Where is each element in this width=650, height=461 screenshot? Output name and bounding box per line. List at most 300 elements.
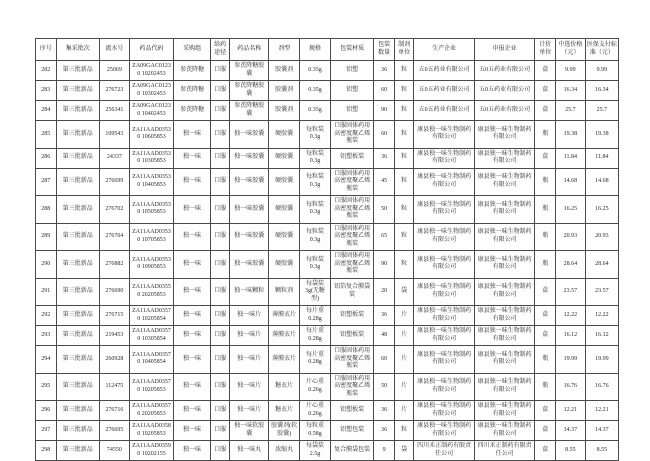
column-header: 医保支付标准（元） bbox=[585, 39, 618, 61]
table-cell: 口服 bbox=[210, 278, 229, 306]
table-cell: 口服 bbox=[210, 196, 229, 224]
table-cell: 276716 bbox=[100, 401, 130, 421]
table-cell: 独一味片 bbox=[230, 306, 269, 326]
table-cell: 14.68 bbox=[585, 168, 618, 196]
table-cell: 276702 bbox=[100, 196, 130, 224]
table-cell: 口服 bbox=[210, 148, 229, 168]
table-cell: 盒 bbox=[535, 101, 556, 121]
table-cell: 0.35g bbox=[300, 81, 331, 101]
table-cell: 独一味 bbox=[174, 401, 211, 421]
table-cell: 硬胶囊 bbox=[269, 168, 300, 196]
table-cell: 口服 bbox=[210, 168, 229, 196]
table-cell: 112475 bbox=[100, 373, 130, 401]
table-cell: 康县独一味生物制药有限公司 bbox=[414, 306, 475, 326]
table-cell: 瓶 bbox=[535, 196, 556, 224]
table-cell: 独一味 bbox=[174, 346, 211, 374]
table-cell: 20.93 bbox=[585, 223, 618, 251]
table-cell: 糖衣片 bbox=[269, 373, 300, 401]
table-cell: 五0五药业有限公司 bbox=[414, 81, 475, 101]
table-cell: 胶囊剂 bbox=[269, 61, 300, 81]
table-cell: 口服 bbox=[210, 101, 229, 121]
table-cell: 每粒装0.3g bbox=[300, 121, 331, 149]
table-cell: 284 bbox=[36, 101, 57, 121]
table-cell: 每粒装0.3g bbox=[300, 251, 331, 279]
table-row bbox=[36, 251, 619, 279]
table-cell: 第三批新品 bbox=[56, 81, 99, 101]
table-cell: 20.93 bbox=[556, 223, 586, 251]
table-cell: 片 bbox=[394, 346, 413, 374]
table-cell: 片 bbox=[394, 401, 413, 421]
table-cell: 康县独一味生物制药有限公司 bbox=[474, 196, 535, 224]
table-cell: 16.76 bbox=[585, 373, 618, 401]
table-cell: 胶囊剂 bbox=[269, 81, 300, 101]
table-cell: 219453 bbox=[100, 326, 130, 346]
table-cell: 康县独一味生物制药有限公司 bbox=[414, 121, 475, 149]
table-cell: 295 bbox=[36, 373, 57, 401]
table-cell: 289 bbox=[36, 223, 57, 251]
table-cell: ZA11AAD03570 10205854 bbox=[129, 306, 174, 326]
table-cell: 康县独一味生物制药有限公司 bbox=[474, 346, 535, 374]
table-cell: 74550 bbox=[100, 441, 130, 461]
table-cell: 24337 bbox=[100, 148, 130, 168]
table-cell: 硬胶囊 bbox=[269, 251, 300, 279]
table-cell: 粒 bbox=[394, 196, 413, 224]
table-cell: 铝塑包装 bbox=[330, 421, 373, 441]
table-row bbox=[36, 196, 619, 224]
table-cell: 283 bbox=[36, 81, 57, 101]
table-cell: 16.25 bbox=[556, 196, 586, 224]
table-cell: 独一味胶囊 bbox=[230, 168, 269, 196]
table-cell: ZA11AAD03590 10202155 bbox=[129, 441, 174, 461]
table-cell: ZA11AAD03580 10205853 bbox=[129, 421, 174, 441]
table-cell: 14.37 bbox=[585, 421, 618, 441]
table-cell: 第三批新品 bbox=[56, 326, 99, 346]
column-header: 序号 bbox=[36, 39, 57, 61]
table-cell: 盒 bbox=[535, 278, 556, 306]
table-cell: 每粒装0.3g bbox=[300, 148, 331, 168]
table-cell: 片 bbox=[394, 326, 413, 346]
table-cell: 片 bbox=[394, 373, 413, 401]
table-cell: 口服 bbox=[210, 326, 229, 346]
column-header: 中选价格（元） bbox=[556, 39, 586, 61]
table-row bbox=[36, 421, 619, 441]
table-cell: 第三批新品 bbox=[56, 306, 99, 326]
table-cell: 康县独一味生物制药有限公司 bbox=[474, 306, 535, 326]
table-cell: 独一味片 bbox=[230, 401, 269, 421]
table-cell: 276882 bbox=[100, 251, 130, 279]
table-cell: 硬胶囊 bbox=[269, 196, 300, 224]
table-cell: ZA11AAD03530 10305853 bbox=[129, 148, 174, 168]
table-cell: 粒 bbox=[394, 81, 413, 101]
table-cell: 参芪降糖 bbox=[174, 101, 211, 121]
table-cell: 23.57 bbox=[556, 278, 586, 306]
table-row bbox=[36, 306, 619, 326]
table-cell: 口服 bbox=[210, 223, 229, 251]
table-cell: 28.64 bbox=[556, 251, 586, 279]
table-cell: ZA11AAD03570 10205853 bbox=[129, 373, 174, 401]
table-cell: 硬胶囊 bbox=[269, 223, 300, 251]
table-cell: 298 bbox=[36, 441, 57, 461]
table-cell: 第三批新品 bbox=[56, 101, 99, 121]
table-cell: 第三批新品 bbox=[56, 148, 99, 168]
table-cell: 每片重0.28g bbox=[300, 326, 331, 346]
table-cell: 盒 bbox=[535, 326, 556, 346]
table-cell: 286 bbox=[36, 148, 57, 168]
table-cell: 独一味 bbox=[174, 121, 211, 149]
table-cell: 285 bbox=[36, 121, 57, 149]
table-cell: 铝塑 bbox=[330, 81, 373, 101]
table-cell: 康县独一味生物制药有限公司 bbox=[474, 326, 535, 346]
table-cell: 276704 bbox=[100, 223, 130, 251]
table-cell: ZA11AAD03530 10705853 bbox=[129, 223, 174, 251]
column-header: 药品名称 bbox=[230, 39, 269, 61]
table-cell: 第三批新品 bbox=[56, 401, 99, 421]
table-cell: 292 bbox=[36, 306, 57, 326]
table-row bbox=[36, 121, 619, 149]
table-cell: 第三批新品 bbox=[56, 61, 99, 81]
table-cell: 65 bbox=[374, 223, 395, 251]
table-cell: 五0五药业有限公司 bbox=[474, 81, 535, 101]
table-cell: 口服固体药用高密度聚乙烯瓶装 bbox=[330, 373, 373, 401]
column-header: 包装数量 bbox=[374, 39, 395, 61]
table-cell: 第三批新品 bbox=[56, 168, 99, 196]
table-cell: 290 bbox=[36, 251, 57, 279]
table-cell: 独一味胶囊 bbox=[230, 223, 269, 251]
table-cell: 12.21 bbox=[556, 401, 586, 421]
table-cell: 康县独一味生物制药有限公司 bbox=[414, 278, 475, 306]
table-cell: 口服 bbox=[210, 441, 229, 461]
table-cell: 第三批新品 bbox=[56, 223, 99, 251]
table-cell: 第三批新品 bbox=[56, 421, 99, 441]
table-cell: 康县独一味生物制药有限公司 bbox=[414, 346, 475, 374]
table-cell: 康县独一味生物制药有限公司 bbox=[414, 326, 475, 346]
table-cell: 独一味 bbox=[174, 278, 211, 306]
table-cell: 25.7 bbox=[585, 101, 618, 121]
table-cell: 独一味 bbox=[174, 421, 211, 441]
table-cell: 独一味 bbox=[174, 148, 211, 168]
table-cell: 296 bbox=[36, 401, 57, 421]
table-cell: 康县独一味生物制药有限公司 bbox=[414, 421, 475, 441]
table-cell: 48 bbox=[374, 326, 395, 346]
table-cell: 口服固体药用高密度聚乙烯瓶装 bbox=[330, 346, 373, 374]
table-cell: 12.22 bbox=[556, 306, 586, 326]
table-row bbox=[36, 373, 619, 401]
table-cell: 287 bbox=[36, 168, 57, 196]
table-cell: 11.84 bbox=[585, 148, 618, 168]
table-cell: 独一味 bbox=[174, 326, 211, 346]
table-cell: 口服固体药用高密度聚乙烯瓶装 bbox=[330, 223, 373, 251]
table-cell: 薄膜衣片 bbox=[269, 346, 300, 374]
table-cell: 硬胶囊 bbox=[269, 121, 300, 149]
header-row bbox=[36, 39, 619, 61]
table-cell: 276723 bbox=[100, 81, 130, 101]
table-cell: 第三批新品 bbox=[56, 441, 99, 461]
table-cell: 康县独一味生物制药有限公司 bbox=[474, 251, 535, 279]
table-cell: 8.55 bbox=[585, 441, 618, 461]
table-cell: 独一味 bbox=[174, 441, 211, 461]
column-header: 包装材质 bbox=[330, 39, 373, 61]
table-cell: 口服固体药用高密度聚乙烯瓶装 bbox=[330, 121, 373, 149]
column-header: 采购组 bbox=[174, 39, 211, 61]
column-header: 剂型 bbox=[269, 39, 300, 61]
table-cell: 独一味 bbox=[174, 168, 211, 196]
table-cell: 盒 bbox=[535, 401, 556, 421]
table-cell: 粒 bbox=[394, 121, 413, 149]
table-cell: ZA11AAD03570 20205853 bbox=[129, 401, 174, 421]
table-cell: 浓缩丸 bbox=[269, 441, 300, 461]
table-cell: 铝箔复合膜袋装 bbox=[330, 278, 373, 306]
table-cell: 294 bbox=[36, 346, 57, 374]
table-cell: 康县独一味生物制药有限公司 bbox=[414, 148, 475, 168]
table-cell: ZA11AAD03570 10305854 bbox=[129, 326, 174, 346]
table-cell: 口服 bbox=[210, 421, 229, 441]
table-cell: 袋 bbox=[394, 441, 413, 461]
table-cell: 独一味片 bbox=[230, 373, 269, 401]
table-cell: 参芪降糖胶囊 bbox=[230, 81, 269, 101]
table-cell: 16.34 bbox=[556, 81, 586, 101]
table-cell: 颗粒剂 bbox=[269, 278, 300, 306]
table-cell: 14.37 bbox=[556, 421, 586, 441]
table-cell: ZA09GAC01230 10402453 bbox=[129, 101, 174, 121]
table-cell: 36 bbox=[374, 61, 395, 81]
table-cell: 四川禾正制药有限责任公司 bbox=[474, 441, 535, 461]
table-cell: 25069 bbox=[100, 61, 130, 81]
table-cell: 康县独一味生物制药有限公司 bbox=[474, 401, 535, 421]
table-cell: 铝塑 bbox=[330, 101, 373, 121]
table-cell: 独一味片 bbox=[230, 326, 269, 346]
column-header: 流水号 bbox=[100, 39, 130, 61]
table-cell: 第三批新品 bbox=[56, 196, 99, 224]
table-cell: 糖衣片 bbox=[269, 401, 300, 421]
table-cell: ZA09GAC01230 10302453 bbox=[129, 81, 174, 101]
table-cell: 五0五药业有限公司 bbox=[474, 61, 535, 81]
table-cell: ZA11AAD03530 10905853 bbox=[129, 251, 174, 279]
table-cell: 第三批新品 bbox=[56, 373, 99, 401]
table-cell: 每粒重0.58g bbox=[300, 421, 331, 441]
table-cell: 康县独一味生物制药有限公司 bbox=[474, 421, 535, 441]
table-cell: 291 bbox=[36, 278, 57, 306]
table-cell: 28.64 bbox=[585, 251, 618, 279]
table-row bbox=[36, 326, 619, 346]
table-cell: 260928 bbox=[100, 346, 130, 374]
table-cell: 独一味丸 bbox=[230, 441, 269, 461]
table-cell: 109543 bbox=[100, 121, 130, 149]
table-cell: 独一味胶囊 bbox=[230, 148, 269, 168]
table-cell: 9.99 bbox=[585, 61, 618, 81]
table-cell: 276695 bbox=[100, 421, 130, 441]
table-cell: 36 bbox=[374, 306, 395, 326]
table-cell: 90 bbox=[374, 101, 395, 121]
table-cell: 瓶 bbox=[535, 373, 556, 401]
table-cell: 297 bbox=[36, 421, 57, 441]
table-cell: 粒 bbox=[394, 168, 413, 196]
table-row bbox=[36, 346, 619, 374]
table-cell: 19.38 bbox=[556, 121, 586, 149]
table-cell: 36 bbox=[374, 401, 395, 421]
table-cell: 256341 bbox=[100, 101, 130, 121]
table-cell: 康县独一味生物制药有限公司 bbox=[474, 373, 535, 401]
column-header: 规格 bbox=[300, 39, 331, 61]
table-cell: 铝塑板装 bbox=[330, 306, 373, 326]
table-cell: 16.12 bbox=[556, 326, 586, 346]
table-cell: 独一味胶囊 bbox=[230, 196, 269, 224]
table-cell: 23.57 bbox=[585, 278, 618, 306]
table-cell: 胶囊剂(软胶囊) bbox=[269, 421, 300, 441]
table-cell: 薄膜衣片 bbox=[269, 326, 300, 346]
table-cell: 参芪降糖胶囊 bbox=[230, 61, 269, 81]
table-cell: 口服 bbox=[210, 401, 229, 421]
table-cell: 288 bbox=[36, 196, 57, 224]
table-cell: 276715 bbox=[100, 306, 130, 326]
table-cell: 粒 bbox=[394, 61, 413, 81]
table-cell: 每片重0.28g bbox=[300, 306, 331, 326]
table-cell: 独一味 bbox=[174, 223, 211, 251]
table-cell: 口服 bbox=[210, 251, 229, 279]
table-cell: 瓶 bbox=[535, 168, 556, 196]
table-cell: 康县独一味生物制药有限公司 bbox=[414, 401, 475, 421]
table-cell: 独一味胶囊 bbox=[230, 251, 269, 279]
table-cell: 粒 bbox=[394, 101, 413, 121]
table-cell: 16.76 bbox=[556, 373, 586, 401]
table-cell: 片 bbox=[394, 306, 413, 326]
table-cell: 19.99 bbox=[585, 346, 618, 374]
table-cell: 口服 bbox=[210, 121, 229, 149]
table-cell: 康县独一味生物制药有限公司 bbox=[414, 168, 475, 196]
table-cell: 盒 bbox=[535, 306, 556, 326]
table-cell: 口服固体药用高密度聚乙烯瓶装 bbox=[330, 168, 373, 196]
table-cell: 独一味软胶囊 bbox=[230, 421, 269, 441]
table-cell: 每粒装0.3g bbox=[300, 223, 331, 251]
table-cell: 盒 bbox=[535, 441, 556, 461]
table-cell: ZA09GAC01230 10202453 bbox=[129, 61, 174, 81]
table-cell: 独一味 bbox=[174, 196, 211, 224]
table-cell: 每粒装0.3g bbox=[300, 196, 331, 224]
table-cell: 50 bbox=[374, 196, 395, 224]
table-cell: 袋 bbox=[394, 278, 413, 306]
table-cell: 独一味片 bbox=[230, 346, 269, 374]
table-cell: 9.99 bbox=[556, 61, 586, 81]
table-cell: 0.35g bbox=[300, 61, 331, 81]
table-cell: 盒 bbox=[535, 421, 556, 441]
table-header bbox=[36, 39, 619, 61]
column-header: 集采批次 bbox=[56, 39, 99, 61]
table-cell: 铝塑板装 bbox=[330, 326, 373, 346]
table-cell: ZA11AAD03530 10605853 bbox=[129, 121, 174, 149]
table-cell: 五0五药业有限公司 bbox=[474, 101, 535, 121]
table-cell: 45 bbox=[374, 168, 395, 196]
table-cell: 每袋装2.5g bbox=[300, 441, 331, 461]
table-cell: ZA11AAD03530 10505853 bbox=[129, 196, 174, 224]
table-cell: 复合膜袋包装 bbox=[330, 441, 373, 461]
table-body bbox=[36, 61, 619, 461]
table-cell: ZA11AAD03550 20205853 bbox=[129, 278, 174, 306]
table-cell: 14.68 bbox=[556, 168, 586, 196]
table-cell: 第三批新品 bbox=[56, 121, 99, 149]
table-cell: 康县独一味生物制药有限公司 bbox=[474, 278, 535, 306]
table-cell: 铝塑板装 bbox=[330, 401, 373, 421]
table-cell: 276699 bbox=[100, 168, 130, 196]
column-header: 给药途径 bbox=[210, 39, 229, 61]
table-cell: 参芪降糖 bbox=[174, 81, 211, 101]
table-cell: 片心重0.26g bbox=[300, 401, 331, 421]
table-cell: 独一味 bbox=[174, 251, 211, 279]
table-row bbox=[36, 223, 619, 251]
table-cell: 60 bbox=[374, 81, 395, 101]
table-cell: 胶囊剂 bbox=[269, 101, 300, 121]
table-cell: 参芪降糖 bbox=[174, 61, 211, 81]
table-cell: 每袋装3g(无糖型) bbox=[300, 278, 331, 306]
table-cell: 康县独一味生物制药有限公司 bbox=[414, 373, 475, 401]
table-cell: 铝塑板装 bbox=[330, 148, 373, 168]
table-cell: ZA11AAD03530 10405853 bbox=[129, 168, 174, 196]
table-cell: 康县独一味生物制药有限公司 bbox=[474, 148, 535, 168]
column-header: 申报企业 bbox=[474, 39, 535, 61]
table-row bbox=[36, 101, 619, 121]
column-header: 制剂单位 bbox=[394, 39, 413, 61]
table-cell: 276690 bbox=[100, 278, 130, 306]
table-cell: 片心重0.26g bbox=[300, 373, 331, 401]
table-cell: 20 bbox=[374, 278, 395, 306]
table-cell: 口服 bbox=[210, 61, 229, 81]
table-cell: 独一味颗粒 bbox=[230, 278, 269, 306]
table-cell: 盒 bbox=[535, 148, 556, 168]
table-cell: 293 bbox=[36, 326, 57, 346]
table-row bbox=[36, 441, 619, 461]
table-cell: 0.35g bbox=[300, 101, 331, 121]
table-cell: 五0五药业有限公司 bbox=[414, 101, 475, 121]
table-cell: 口服 bbox=[210, 346, 229, 374]
table-cell: 25.7 bbox=[556, 101, 586, 121]
table-cell: 康县独一味生物制药有限公司 bbox=[414, 251, 475, 279]
table-cell: 粒 bbox=[394, 251, 413, 279]
table-cell: 16.12 bbox=[585, 326, 618, 346]
table-cell: 9 bbox=[374, 441, 395, 461]
table-cell: 薄膜衣片 bbox=[269, 306, 300, 326]
column-header: 药品代码 bbox=[129, 39, 174, 61]
table-cell: 60 bbox=[374, 121, 395, 149]
table-cell: 第三批新品 bbox=[56, 346, 99, 374]
table-row bbox=[36, 168, 619, 196]
table-row bbox=[36, 81, 619, 101]
table-cell: 康县独一味生物制药有限公司 bbox=[474, 121, 535, 149]
table-cell: ZA11AAD03570 10405854 bbox=[129, 346, 174, 374]
table-cell: 五0五药业有限公司 bbox=[414, 61, 475, 81]
table-cell: 瓶 bbox=[535, 121, 556, 149]
table-cell: 粒 bbox=[394, 421, 413, 441]
table-cell: 独一味 bbox=[174, 306, 211, 326]
table-cell: 硬胶囊 bbox=[269, 148, 300, 168]
table-cell: 11.84 bbox=[556, 148, 586, 168]
table-cell: 铝塑 bbox=[330, 61, 373, 81]
table-cell: 19.99 bbox=[556, 346, 586, 374]
table-cell: 盒 bbox=[535, 61, 556, 81]
table-row bbox=[36, 148, 619, 168]
table-cell: 口服 bbox=[210, 306, 229, 326]
table-cell: 口服 bbox=[210, 373, 229, 401]
table-cell: 盒 bbox=[535, 81, 556, 101]
table-cell: 36 bbox=[374, 421, 395, 441]
table-cell: 康县独一味生物制药有限公司 bbox=[474, 168, 535, 196]
table-cell: 第三批新品 bbox=[56, 278, 99, 306]
table-cell: 每粒装0.3g bbox=[300, 168, 331, 196]
table-cell: 60 bbox=[374, 346, 395, 374]
table-cell: 康县独一味生物制药有限公司 bbox=[474, 223, 535, 251]
table-cell: 瓶 bbox=[535, 223, 556, 251]
table-cell: 口服固体药用高密度聚乙烯瓶装 bbox=[330, 196, 373, 224]
table-cell: 口服固体药用高密度聚乙烯瓶装 bbox=[330, 251, 373, 279]
procurement-table bbox=[35, 38, 619, 461]
table-cell: 瓶 bbox=[535, 346, 556, 374]
